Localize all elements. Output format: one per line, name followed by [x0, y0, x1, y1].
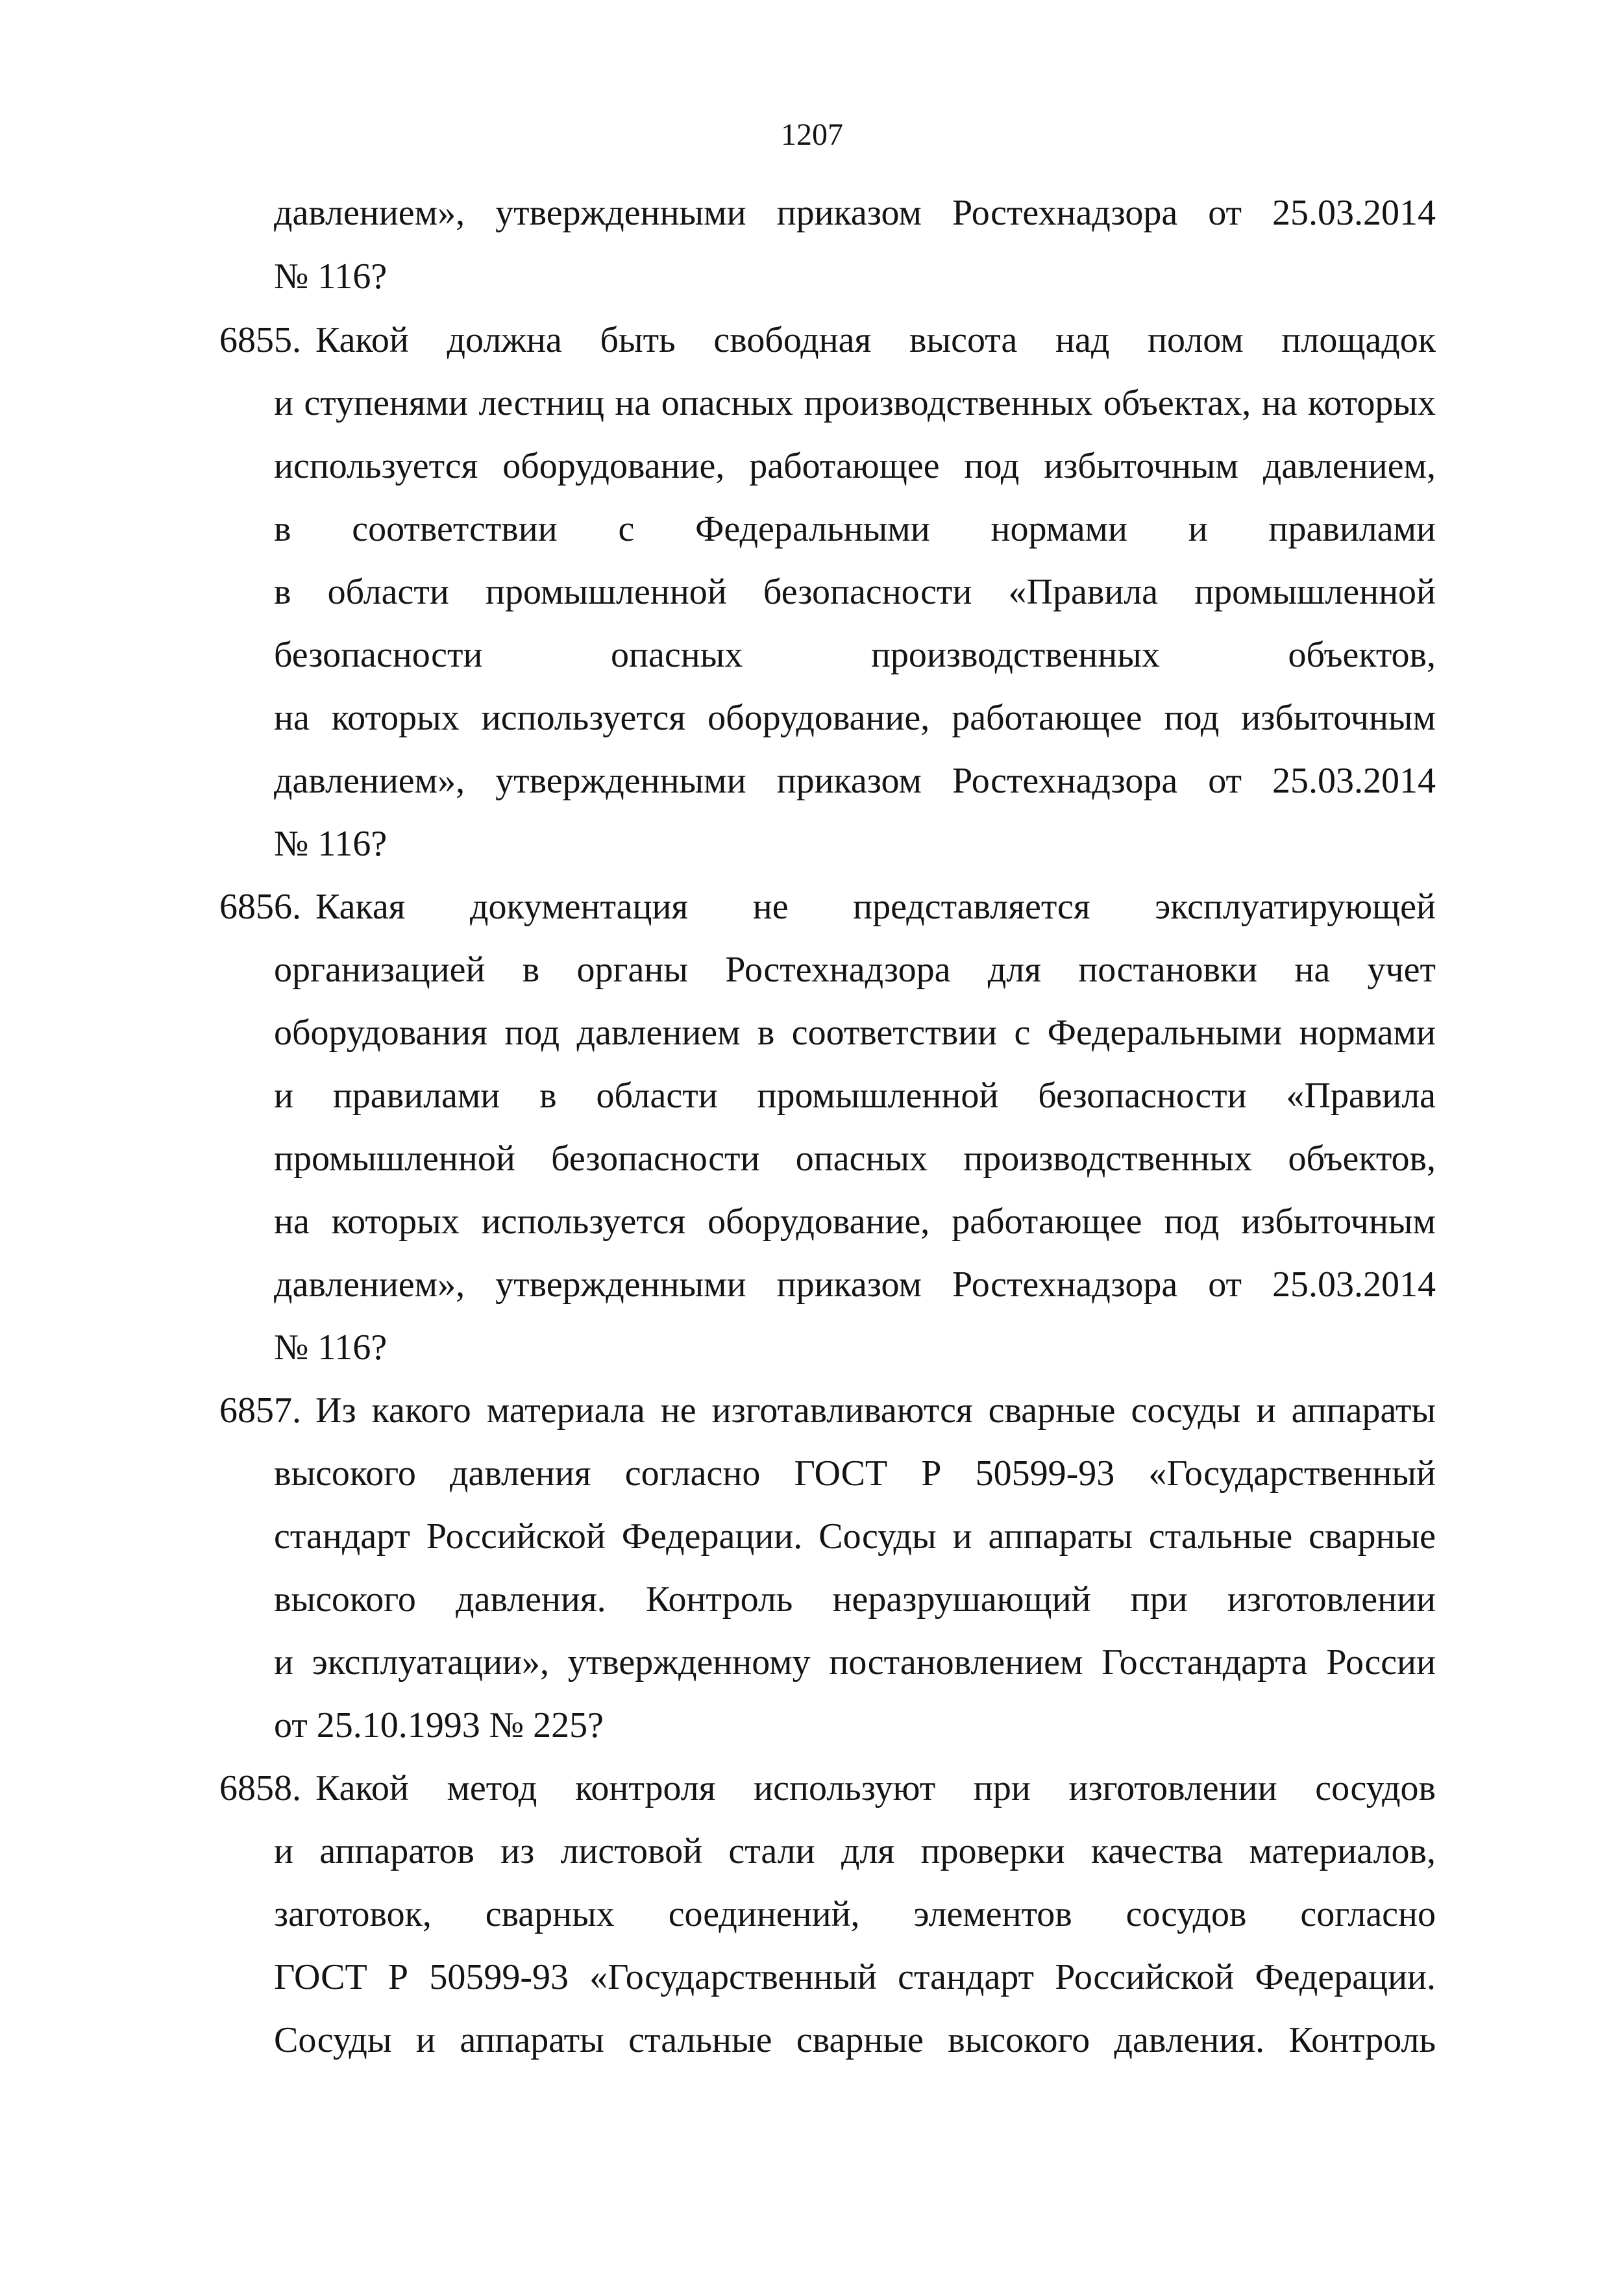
question-text-line: на которых используется оборудование, работающее под избыточным: [274, 698, 1436, 738]
text-line: № 116?: [274, 256, 388, 297]
question-text-line: и эксплуатации», утвержденному постановлением Госстандарта России: [274, 1642, 1436, 1682]
question-text-line: оборудования под давлением в соответствии с Федеральными нормами: [274, 1013, 1436, 1053]
question-text-line: Какой метод контроля используют при изготовлении сосудов: [315, 1768, 1436, 1808]
text-line: давлением», утвержденными приказом Ростехнадзора от 25.03.2014: [274, 193, 1436, 233]
question-text-line: используется оборудование, работающее под избыточным давлением,: [274, 446, 1436, 486]
question-text-line: от 25.10.1993 № 225?: [274, 1705, 604, 1745]
question-text-line: организацией в органы Ростехнадзора для постановки на учет: [274, 950, 1436, 990]
question-number: 6855.: [219, 320, 301, 360]
question-text-line: № 116?: [274, 824, 388, 864]
question-text-line: безопасности опасных производственных объектов,: [274, 635, 1436, 675]
question-text-line: промышленной безопасности опасных производственных объектов,: [274, 1139, 1436, 1179]
question-text-line: заготовок, сварных соединений, элементов сосудов согласно: [274, 1894, 1436, 1934]
question-number: 6856.: [219, 887, 301, 927]
question-text-line: и правилами в области промышленной безопасности «Правила: [274, 1076, 1436, 1116]
question-text-line: давлением», утвержденными приказом Ростехнадзора от 25.03.2014: [274, 761, 1436, 801]
question-text-line: Сосуды и аппараты стальные сварные высокого давления. Контроль: [274, 2020, 1436, 2060]
question-text-line: и ступенями лестниц на опасных производственных объектах, на которых: [274, 383, 1436, 423]
question-number: 6858.: [219, 1768, 301, 1808]
question-text-line: высокого давления. Контроль неразрушающий при изготовлении: [274, 1579, 1436, 1620]
question-text-line: давлением», утвержденными приказом Ростехнадзора от 25.03.2014: [274, 1264, 1436, 1305]
question-text-line: высокого давления согласно ГОСТ Р 50599-93 «Государственный: [274, 1453, 1436, 1494]
question-text-line: на которых используется оборудование, работающее под избыточным: [274, 1201, 1436, 1242]
question-text-line: Какая документация не представляется эксплуатирующей: [315, 887, 1436, 927]
question-text-line: в соответствии с Федеральными нормами и правилами: [274, 509, 1436, 549]
question-text-line: ГОСТ Р 50599-93 «Государственный стандарт Российской Федерации.: [274, 1957, 1436, 1997]
question-text-line: и аппаратов из листовой стали для проверки качества материалов,: [274, 1831, 1436, 1871]
question-text-line: № 116?: [274, 1327, 388, 1368]
page-number: 1207: [781, 117, 843, 152]
question-text-line: стандарт Российской Федерации. Сосуды и аппараты стальные сварные: [274, 1516, 1436, 1557]
question-text-line: Какой должна быть свободная высота над полом площадок: [315, 320, 1436, 360]
question-text-line: в области промышленной безопасности «Правила промышленной: [274, 572, 1436, 612]
question-number: 6857.: [219, 1390, 301, 1431]
question-text-line: Из какого материала не изготавливаются сварные сосуды и аппараты: [315, 1390, 1436, 1431]
